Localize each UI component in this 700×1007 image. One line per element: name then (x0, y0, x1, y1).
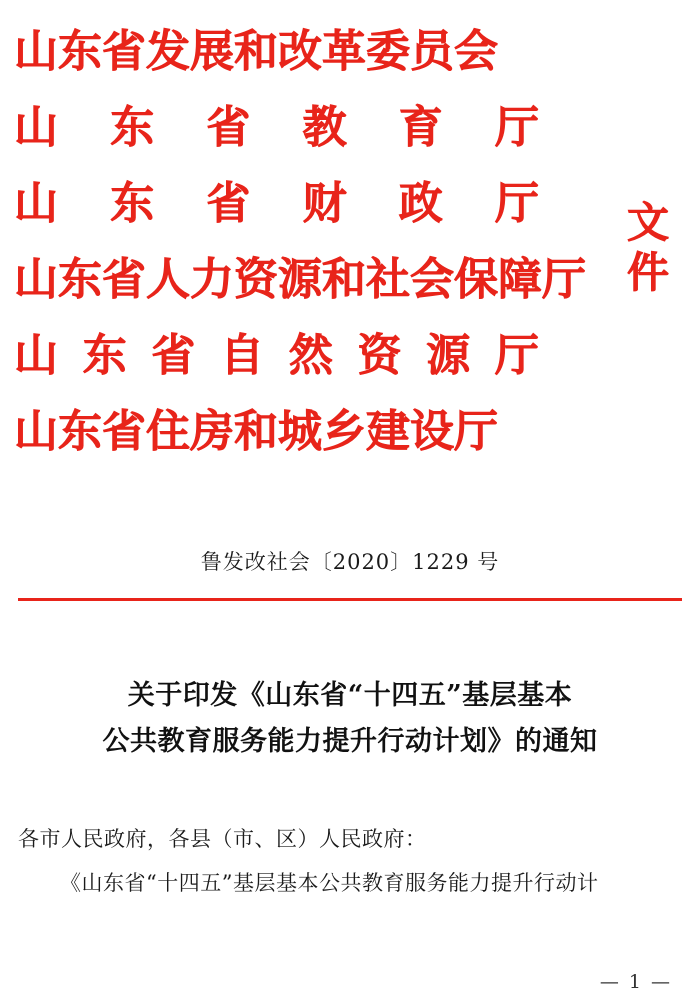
document-title (62, 673, 638, 765)
org-line-2 (14, 90, 539, 166)
org-line-2-char-6: 厅 (494, 102, 539, 153)
org-line-5 (14, 318, 539, 394)
org-line-3-char-2: 东 (110, 178, 155, 229)
document-title-line-2: 公共教育服务能力提升行动计划》的通知 (102, 726, 598, 757)
org-line-4: 山东省人力资源和社会保障厅 (14, 254, 586, 305)
org-line-5-char-7: 源 (426, 330, 471, 381)
org-line-2-char-3: 省 (206, 102, 251, 153)
body-paragraph-1: 《山东省“十四五”基层基本公共教育服务能力提升行动计 (60, 871, 599, 895)
document-number: 鲁发改社会〔2020〕1229 号 (200, 550, 500, 574)
org-line-3-char-4: 财 (302, 178, 347, 229)
org-line-1: 山东省发展和改革委员会 (14, 26, 498, 77)
org-line-2-char-5: 育 (398, 102, 443, 153)
red-divider-rule (18, 598, 682, 601)
org-line-3-char-3: 省 (206, 178, 251, 229)
org-line-5-char-3: 省 (151, 330, 196, 381)
org-line-3-char-1: 山 (14, 178, 58, 229)
document-body (18, 817, 682, 905)
org-line-3-char-6: 厅 (494, 178, 539, 229)
org-line-2-char-2: 东 (110, 102, 155, 153)
org-line-3-char-5: 政 (398, 178, 443, 229)
document-number-row (0, 546, 700, 576)
issuing-organizations (14, 14, 586, 470)
org-line-2-char-4: 教 (302, 102, 347, 153)
org-line-5-char-4: 自 (220, 330, 265, 381)
org-line-2-char-1: 山 (14, 102, 58, 153)
page-number: — 1 — (599, 971, 672, 993)
org-line-3 (14, 166, 539, 242)
document-word-label: 文件 (626, 198, 669, 297)
org-line-5-char-1: 山 (14, 330, 58, 381)
masthead (0, 0, 700, 470)
org-line-5-char-5: 然 (288, 330, 333, 381)
org-line-5-char-8: 厅 (494, 330, 539, 381)
document-title-line-1: 关于印发《山东省“十四五”基层基本 (127, 680, 573, 711)
org-line-5-char-6: 资 (357, 330, 402, 381)
org-line-5-char-2: 东 (82, 330, 127, 381)
salutation: 各市人民政府，各县（市、区）人民政府： (18, 827, 427, 851)
org-line-6: 山东省住房和城乡建设厅 (14, 406, 498, 457)
